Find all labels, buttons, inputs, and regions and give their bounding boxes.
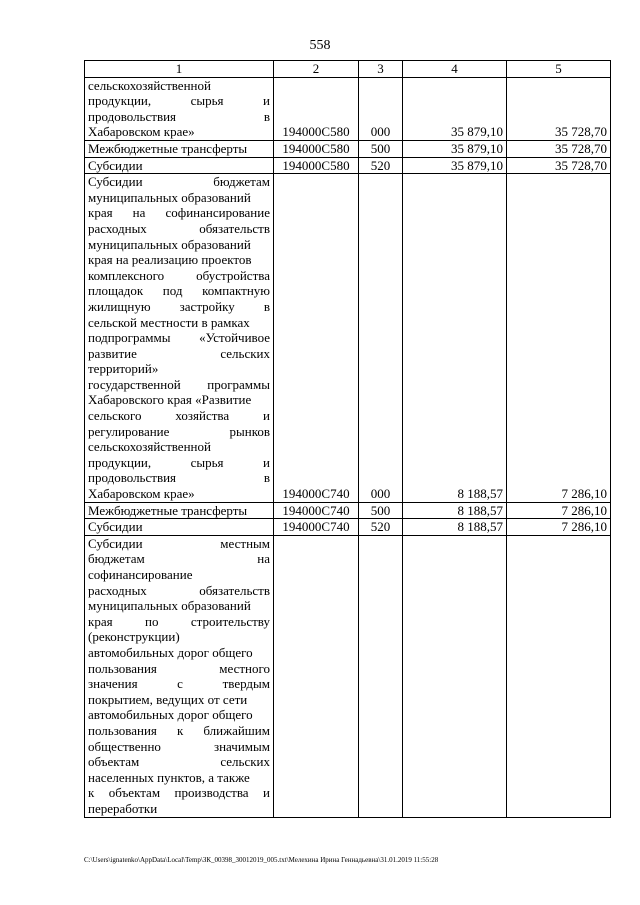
description-line: Хабаровского края «Развитие	[88, 392, 252, 408]
column-header-4: 4	[403, 61, 507, 78]
description-line: сельской местности в рамках	[88, 314, 250, 330]
description-line: к объектам производства и	[88, 785, 270, 801]
description-line: территорий»	[88, 361, 159, 377]
description-line: Межбюджетные трансферты	[88, 502, 248, 518]
description-line: муниципальных образований	[88, 189, 251, 205]
amount-column-5: 35 728,70	[507, 140, 611, 157]
row-description	[85, 157, 274, 174]
target-article-code: 194000С740	[274, 519, 359, 536]
table-header-row	[85, 61, 611, 78]
description-line: сельскохозяйственной	[88, 439, 211, 455]
description-line: продовольствия в	[88, 470, 270, 486]
description-line: продукции, сырья и	[88, 454, 270, 470]
amount-column-5: 35 728,70	[507, 157, 611, 174]
description-line: регулирование рынков	[88, 423, 270, 439]
table-row	[85, 519, 611, 536]
expense-type-code: 000	[359, 77, 403, 140]
description-line: Субсидии бюджетам	[88, 174, 270, 190]
table-row	[85, 157, 611, 174]
description-line: софинансирование	[88, 567, 193, 582]
description-line: государственной программы	[88, 376, 270, 392]
description-line: жилищную застройку в	[88, 298, 270, 314]
target-article-code: 194000С580	[274, 140, 359, 157]
description-line: комплексного обустройства	[88, 267, 270, 283]
description-line: пользования к ближайшим	[88, 722, 270, 738]
target-article-code	[274, 535, 359, 817]
description-line: Хабаровском крае»	[88, 124, 195, 140]
column-header-3: 3	[359, 61, 403, 78]
table-row	[85, 502, 611, 519]
description-line: сельского хозяйства и	[88, 408, 270, 424]
row-description	[85, 502, 274, 519]
amount-column-5	[507, 535, 611, 817]
amount-column-5: 7 286,10	[507, 519, 611, 536]
amount-column-4	[403, 535, 507, 817]
description-line: населенных пунктов, а также	[88, 769, 250, 785]
row-description	[85, 174, 274, 502]
description-line: подпрограммы «Устойчивое	[88, 330, 270, 346]
expense-type-code: 000	[359, 174, 403, 502]
amount-column-4: 8 188,57	[403, 519, 507, 536]
description-line: расходных обязательств	[88, 220, 270, 236]
description-line: сельскохозяйственной	[88, 77, 211, 93]
row-description	[85, 535, 274, 817]
description-line: общественно значимым	[88, 738, 270, 754]
table-row	[85, 174, 611, 502]
description-line: Субсидии	[88, 157, 143, 173]
page-number: 558	[309, 38, 331, 53]
table-body	[85, 77, 611, 817]
description-line: края на реализацию проектов	[88, 252, 252, 268]
expense-type-code: 500	[359, 502, 403, 519]
target-article-code: 194000С740	[274, 502, 359, 519]
amount-column-4: 35 879,10	[403, 77, 507, 140]
description-line: развитие сельских	[88, 345, 270, 361]
description-line: муниципальных образований	[88, 236, 251, 252]
table-row	[85, 140, 611, 157]
column-header-5: 5	[507, 61, 611, 78]
description-line: автомобильных дорог общего	[88, 707, 253, 723]
description-line: продовольствия в	[88, 108, 270, 124]
description-line: пользования местного	[88, 660, 270, 676]
description-line: покрытием, ведущих от сети	[88, 691, 248, 707]
row-description	[85, 519, 274, 536]
description-line: значения с твердым	[88, 676, 270, 692]
expense-type-code: 500	[359, 140, 403, 157]
description-line: Межбюджетные трансферты	[88, 140, 248, 156]
description-line: Субсидии местным	[88, 535, 270, 551]
amount-column-4: 8 188,57	[403, 174, 507, 502]
table-row	[85, 77, 611, 140]
budget-table	[84, 60, 611, 818]
target-article-code: 194000С740	[274, 174, 359, 502]
target-article-code: 194000С580	[274, 77, 359, 140]
expense-type-code	[359, 535, 403, 817]
row-description	[85, 77, 274, 140]
amount-column-5: 7 286,10	[507, 502, 611, 519]
description-line: бюджетам на	[88, 551, 270, 567]
column-header-1: 1	[85, 61, 274, 78]
amount-column-4: 35 879,10	[403, 140, 507, 157]
description-line: площадок под компактную	[88, 283, 270, 299]
expense-type-code: 520	[359, 519, 403, 536]
target-article-code: 194000С580	[274, 157, 359, 174]
description-line: переработки	[88, 800, 158, 816]
description-line: объектам сельских	[88, 754, 270, 770]
description-line: Хабаровском крае»	[88, 486, 195, 502]
row-description	[85, 140, 274, 157]
table-row	[85, 535, 611, 817]
description-line: Субсидии	[88, 519, 143, 535]
description-line: расходных обязательств	[88, 582, 270, 598]
amount-column-4: 8 188,57	[403, 502, 507, 519]
description-line: автомобильных дорог общего	[88, 644, 253, 660]
expense-type-code: 520	[359, 157, 403, 174]
amount-column-5: 35 728,70	[507, 77, 611, 140]
description-line: края на софинансирование	[88, 205, 270, 221]
footer-file-path: C:\Users\ignatenko\AppData\Local\Temp\ЗК_00398_30012019_005.txt\Мелехина Ирина Геннадьевна\31.01.2019 11:55:28	[84, 856, 439, 864]
description-line: края по строительству	[88, 613, 270, 629]
amount-column-4: 35 879,10	[403, 157, 507, 174]
column-header-2: 2	[274, 61, 359, 78]
description-line: продукции, сырья и	[88, 93, 270, 109]
description-line: (реконструкции)	[88, 629, 180, 645]
description-line: муниципальных образований	[88, 598, 251, 614]
amount-column-5: 7 286,10	[507, 174, 611, 502]
